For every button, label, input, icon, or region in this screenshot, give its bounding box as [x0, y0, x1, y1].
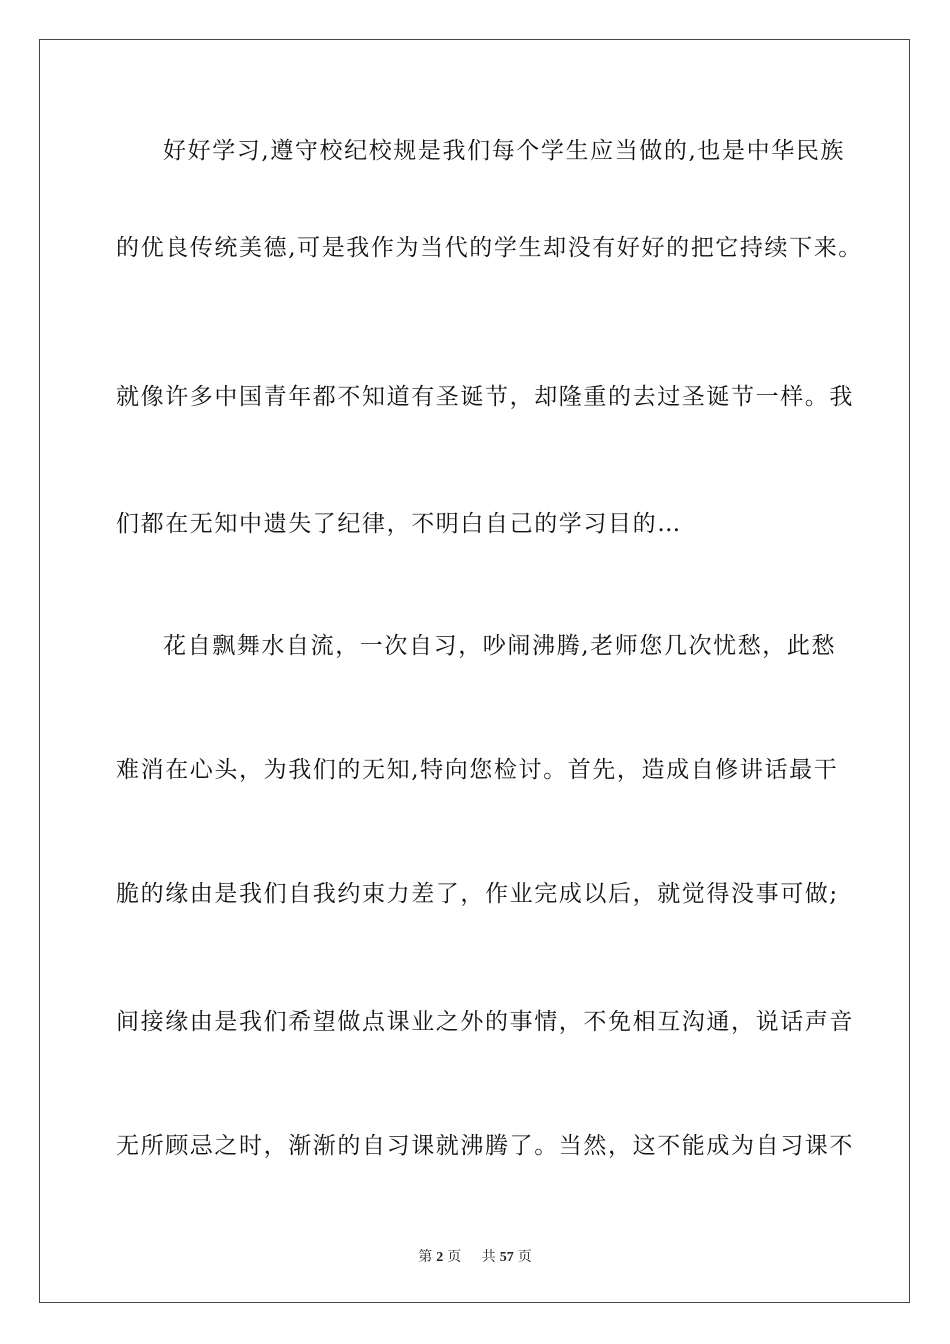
- paragraph-1-line-1: 好好学习,遵守校纪校规是我们每个学生应当做的,也是中华民族: [163, 138, 846, 164]
- page-suffix: 页: [447, 1249, 462, 1265]
- total-indicator: [478, 1249, 536, 1265]
- page-footer: [0, 1246, 950, 1266]
- paragraph-2-line-3: 脆的缘由是我们自我约束力差了，作业完成以后，就觉得没事可做;: [116, 881, 839, 907]
- page-border: [39, 39, 910, 1303]
- paragraph-2-line-5: 无所顾忌之时，渐渐的自习课就沸腾了。当然，这不能成为自习课不: [116, 1133, 854, 1159]
- paragraph-1-line-3: 就像许多中国青年都不知道有圣诞节，却隆重的去过圣诞节一样。我: [116, 384, 854, 410]
- paragraph-2-line-1: 花自飘舞水自流，一次自习，吵闹沸腾,老师您几次忧愁，此愁: [163, 633, 837, 659]
- paragraph-1-line-4: 们都在无知中遗失了纪律，不明白自己的学习目的…: [116, 511, 682, 537]
- paragraph-2-line-2: 难消在心头，为我们的无知,特向您检讨。首先，造成自修讲话最干: [116, 757, 839, 783]
- total-pages: 57: [499, 1250, 514, 1265]
- paragraph-2-line-4: 间接缘由是我们希望做点课业之外的事情，不免相互沟通，说话声音: [116, 1009, 854, 1035]
- paragraph-1-line-2: 的优良传统美德,可是我作为当代的学生却没有好好的把它持续下来。: [116, 235, 863, 261]
- total-suffix: 页: [517, 1249, 532, 1265]
- page-number: 2: [436, 1250, 444, 1265]
- page-prefix: 第: [418, 1249, 433, 1265]
- total-prefix: 共: [481, 1249, 496, 1265]
- page-indicator: [414, 1249, 465, 1265]
